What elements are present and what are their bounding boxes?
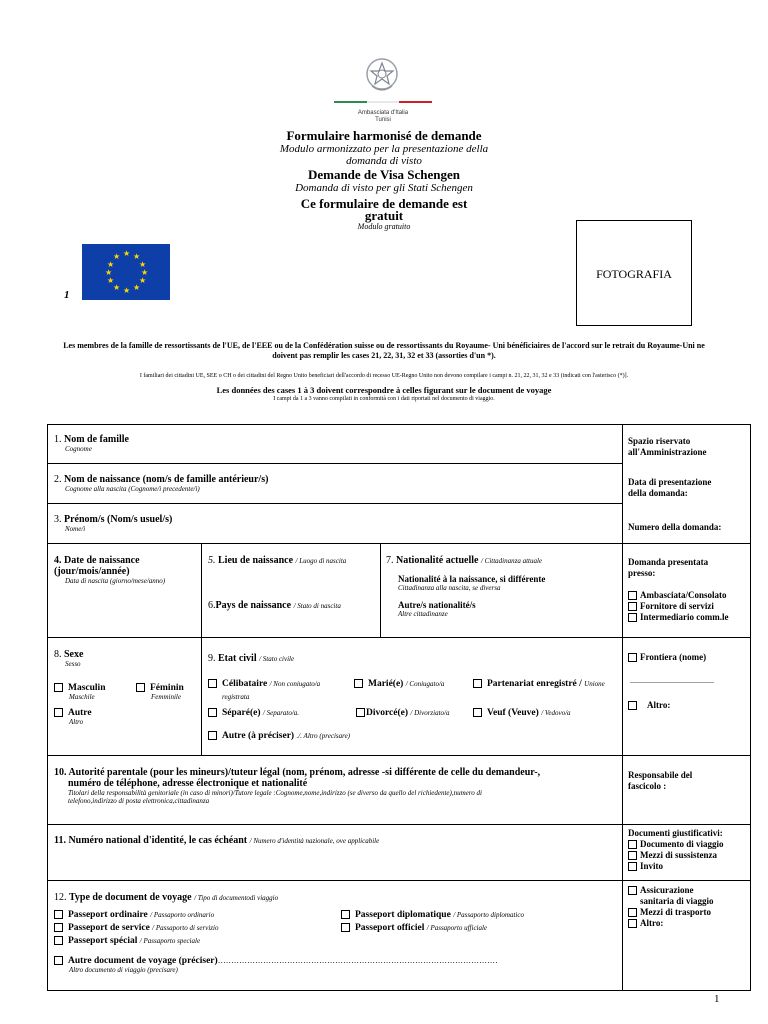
field-9-sub: / Stato civile: [259, 655, 295, 663]
admin-presented-2: presso:: [628, 568, 656, 578]
civil-single-checkbox[interactable]: [208, 679, 217, 688]
form-title-fr: Formulaire harmonisé de demande: [286, 128, 482, 143]
civil-widow-sub: / Vedovo/a: [541, 709, 571, 717]
field-6-num: 6.: [208, 600, 216, 611]
field-7-num: 7.: [386, 555, 394, 566]
admin-means-checkbox[interactable]: [628, 851, 637, 860]
civil-partner-option[interactable]: [473, 679, 605, 689]
notice-it: I familiari dei cittadini UE, SEE o CH o dei cittadini del Regno Unito beneficiari dell'accordo di recesso UE-Regno Unito non devono compilare i campi n. 21, 22, 31, 32 e 33 (indicati con l'asterisco (*)].: [139, 373, 629, 379]
civil-partner-sub2: registrata: [222, 693, 250, 701]
field-8-num: 8.: [54, 649, 62, 660]
doc-other-option[interactable]: [54, 956, 614, 974]
admin-docs-title: Documenti giustificativi:: [628, 828, 723, 838]
civil-widow-checkbox[interactable]: [473, 708, 482, 717]
field-10-label-1: 10. Autorité parentale (pour les mineurs)/tuteur légal (nom, prénom, adresse -si différente de celle du demandeur-,: [54, 767, 541, 778]
embassy-name: Ambasciata d'Italia: [357, 110, 409, 116]
sex-other-sub: Altro: [69, 718, 84, 726]
civil-other-checkbox[interactable]: [208, 731, 217, 740]
admin-provider-option[interactable]: [628, 601, 750, 612]
admin-date-2: della domanda:: [628, 488, 688, 498]
field-national-id[interactable]: [54, 835, 620, 846]
field-birth-name[interactable]: [54, 474, 614, 500]
civil-partner-checkbox[interactable]: [473, 679, 482, 688]
page-number: 1: [714, 993, 720, 1005]
sex-female-label: Féminin: [150, 683, 184, 693]
admin-insurance-label-2: sanitaria di viaggio: [640, 896, 714, 906]
admin-travel-doc-option[interactable]: [628, 839, 750, 850]
doc-diplomatic-checkbox[interactable]: [341, 910, 350, 919]
admin-date-1: Data di presentazione: [628, 477, 712, 487]
admin-invite-checkbox[interactable]: [628, 862, 637, 871]
sex-female-option[interactable]: [136, 683, 184, 701]
photo-label: FOTOGRAFIA: [596, 267, 672, 281]
admin-other2-label: Altro:: [640, 918, 664, 928]
civil-single-label: Célibataire: [222, 679, 268, 689]
field-3-num: 3.: [54, 514, 62, 525]
doc-official-sub: / Passaporto ufficiale: [426, 924, 488, 932]
admin-embassy-option[interactable]: [628, 590, 750, 601]
field-7-other-nat: Autre/s nationalité/s: [398, 600, 476, 610]
doc-ordinary-checkbox[interactable]: [54, 910, 63, 919]
doc-other-checkbox[interactable]: [54, 956, 63, 965]
civil-other-sub: ./. Altro (precisare): [296, 732, 351, 740]
admin-travel-doc-label: Documento di viaggio: [640, 839, 724, 849]
admin-means-label: Mezzi di sussistenza: [640, 850, 717, 860]
admin-border-label: Frontiera (nome): [640, 652, 707, 662]
doc-special-option[interactable]: [54, 936, 200, 946]
eu-flag: ★ ★ ★ ★ ★ ★ ★ ★ ★ ★ ★ ★: [82, 244, 170, 300]
civil-divorced-label: Divorcé(e): [366, 708, 409, 718]
field-8-sub: Sesso: [65, 660, 81, 668]
civil-partner-label: Partenariat enregistré /: [487, 679, 582, 689]
visa-title-it: Domanda di visto per gli Stati Schengen: [295, 182, 473, 194]
field-10-sub-2: telefono,indirizzo di posta elettronica,cittadinanza: [68, 797, 210, 805]
civil-single-option[interactable]: [208, 679, 320, 689]
admin-other-option[interactable]: [628, 700, 746, 710]
notice-it2: I campi da 1 a 3 vanno compilati in conformità con i dati riportati nel documento di viaggio.: [273, 396, 495, 402]
field-6-label: Pays de naissance: [215, 600, 292, 611]
sex-female-sub: Femminile: [151, 693, 181, 701]
field-6-sub: / Stato di nascita: [293, 602, 341, 610]
civil-separated-checkbox[interactable]: [208, 708, 217, 717]
civil-divorced-sub: / Divorziato/a: [410, 709, 450, 717]
field-3-sub: Nome/i: [65, 525, 86, 533]
sex-male-checkbox[interactable]: [54, 683, 63, 692]
field-8-label: Sexe: [64, 649, 84, 660]
field-7-label: Nationalité actuelle: [396, 555, 479, 566]
admin-embassy-checkbox[interactable]: [628, 591, 637, 600]
field-5-num: 5.: [208, 555, 216, 566]
admin-reserved-1: Spazio riservato: [628, 436, 691, 446]
doc-diplomatic-option[interactable]: [341, 910, 524, 920]
doc-ordinary-option[interactable]: [54, 910, 214, 920]
doc-service-option[interactable]: [54, 923, 218, 933]
civil-single-sub: / Non coniugato/a: [269, 680, 321, 688]
civil-separated-option[interactable]: [208, 708, 299, 718]
admin-other-checkbox[interactable]: [628, 701, 637, 710]
civil-other-label: Autre (à préciser): [222, 731, 295, 741]
civil-widow-label: Veuf (Veuve): [487, 708, 539, 718]
civil-married-label: Marié(e): [368, 679, 404, 689]
field-10-label-2: numéro de téléphone, adresse électronique et nationalité: [68, 778, 308, 789]
admin-insurance-checkbox[interactable]: [628, 886, 637, 895]
field-12-sub: / Tipo di documentodi viaggio: [194, 894, 279, 902]
field-11-sub: / Numero d'identità nazionale, ove applicabile: [249, 837, 380, 845]
civil-married-sub: / Coniugato/a: [405, 680, 445, 688]
admin-transport-option[interactable]: [628, 907, 750, 918]
civil-separated-label: Séparé(e): [222, 708, 261, 718]
free-title-it: Modulo gratuito: [357, 222, 411, 231]
field-7-other-nat-sub: Altre cittadinanze: [398, 610, 448, 618]
footnote-mark: 1: [64, 289, 70, 301]
civil-married-option[interactable]: [354, 679, 444, 689]
doc-special-label: Passeport spécial: [68, 936, 138, 946]
field-4-sub: Data di nascita (giorno/mese/anno): [65, 577, 166, 585]
admin-other2-option[interactable]: [628, 918, 750, 929]
sex-other-option[interactable]: [54, 708, 92, 726]
doc-official-label: Passeport officiel: [355, 923, 425, 933]
sex-other-label: Autre: [68, 708, 92, 718]
notice-fr2: Les données des cases 1 à 3 doivent correspondre à celles figurant sur le document de voyage: [216, 385, 552, 395]
admin-intermediary-option[interactable]: [628, 612, 750, 623]
field-civil-status: [208, 653, 294, 664]
field-nationality[interactable]: [386, 555, 620, 635]
field-travel-doc-type: [54, 892, 278, 903]
field-4-label-2: (jour/mois/année): [54, 566, 130, 577]
doc-other-dots: ……………………………………………………………………………………………: [217, 956, 498, 965]
field-1-label: Nom de famille: [64, 434, 129, 445]
admin-transport-checkbox[interactable]: [628, 908, 637, 917]
doc-diplomatic-sub: / Passaporto diplomatico: [453, 911, 524, 919]
admin-number: Numero della domanda:: [628, 522, 722, 532]
field-12-num: 12.: [54, 892, 67, 903]
field-12-label: Type de document de voyage: [69, 892, 192, 903]
admin-embassy-label: Ambasciata/Consolato: [640, 590, 727, 600]
italy-emblem: [364, 56, 400, 96]
civil-partner-sub: Unione: [584, 680, 605, 688]
admin-border-checkbox[interactable]: [628, 653, 637, 662]
civil-divorced-checkbox[interactable]: [356, 708, 365, 717]
field-4-label-1: 4. Date de naissance: [54, 555, 140, 566]
doc-special-checkbox[interactable]: [54, 936, 63, 945]
civil-divorced-option[interactable]: [356, 708, 450, 718]
admin-responsible-1: Responsabile del: [628, 770, 693, 780]
field-7-birth-nat: Nationalité à la naissance, si différente: [398, 574, 546, 584]
admin-provider-checkbox[interactable]: [628, 602, 637, 611]
admin-provider-label: Fornitore di servizi: [640, 601, 714, 611]
field-birth-country[interactable]: [208, 600, 378, 620]
doc-special-sub: / Passaporto speciale: [139, 937, 201, 945]
doc-service-label: Passeport de service: [68, 923, 150, 933]
sex-other-checkbox[interactable]: [54, 708, 63, 717]
admin-panel: [628, 436, 746, 458]
field-5-label: Lieu de naissance: [218, 555, 294, 566]
admin-insurance-label-1: Assicurazione: [640, 885, 694, 895]
civil-widow-option[interactable]: [473, 708, 571, 718]
admin-other2-checkbox[interactable]: [628, 919, 637, 928]
doc-other-sub: Altro documento di viaggio (precisare): [69, 966, 178, 974]
doc-ordinary-sub: / Passaporto ordinario: [150, 911, 215, 919]
field-2-sub: Cognome alla nascita (Cognome/i precedente/i): [65, 485, 200, 493]
field-1-num: 1.: [54, 434, 62, 445]
field-11-label: 11. Numéro national d'identité, le cas échéant: [54, 835, 248, 846]
field-1-sub: Cognome: [65, 445, 92, 453]
admin-presented-1: Domanda presentata: [628, 557, 709, 567]
free-title-fr-2: gratuit: [364, 208, 404, 223]
doc-official-checkbox[interactable]: [341, 923, 350, 932]
field-first-name[interactable]: [54, 514, 614, 540]
admin-insurance-option[interactable]: [628, 885, 750, 896]
field-family-name[interactable]: [54, 434, 614, 460]
field-birth-place[interactable]: [208, 555, 378, 575]
civil-married-checkbox[interactable]: [354, 679, 363, 688]
admin-border-dots: ..........................................: [630, 676, 714, 685]
doc-official-option[interactable]: [341, 923, 487, 933]
admin-invite-option[interactable]: [628, 861, 750, 872]
civil-separated-sub: / Separato/a.: [262, 709, 300, 717]
flag-stripe-white: [367, 101, 399, 103]
admin-intermediary-label: Intermediario comm.le: [640, 612, 729, 622]
field-2-label: Nom de naissance (nom/s de famille antérieur/s): [64, 474, 269, 485]
embassy-city: Tunisi: [375, 117, 391, 123]
field-9-num: 9.: [208, 653, 216, 664]
admin-other-label: Altro:: [647, 700, 671, 710]
doc-other-label: Autre document de voyage (préciser): [68, 956, 218, 966]
photo-box[interactable]: [576, 220, 692, 326]
form-title-it-2: domanda di visto: [346, 155, 422, 167]
admin-intermediary-checkbox[interactable]: [628, 613, 637, 622]
admin-reserved-2: all'Amministrazione: [628, 447, 707, 457]
notice-fr: Les membres de la famille de ressortissants de l'UE, de l'EEE ou de la Confédération suisse ou de ressortissants du Royaume- Uni bénéficiaires de l'accord sur le retrait du Royaume-Uni ne doivent pas remplir les cases 21, 22, 31, 32 et 33 (assorties d'un *).: [63, 341, 705, 360]
flag-stripe-green: [334, 101, 367, 103]
free-title-fr-1: Ce formulaire de demande est: [300, 196, 468, 211]
field-9-label: Etat civil: [218, 653, 257, 664]
form-title-it-1: Modulo armonizzato per la presentazione della: [279, 143, 489, 155]
sex-male-label: Masculin: [68, 683, 106, 693]
field-10-sub-1: Titolari della responsabilità genitoriale (in caso di minori)/Tutore legale :Cognome,nome,indirizzo (se diverso da quello del richiedente),numero di: [68, 789, 482, 797]
admin-border-option[interactable]: [628, 652, 746, 662]
admin-means-option[interactable]: [628, 850, 750, 861]
field-sex: [54, 649, 198, 753]
sex-male-sub: Maschile: [69, 693, 95, 701]
doc-diplomatic-label: Passeport diplomatique: [355, 910, 451, 920]
field-guardian[interactable]: [54, 767, 620, 805]
field-7-sub: / Cittadinanza attuale: [480, 557, 543, 565]
admin-responsible-2: fascicolo :: [628, 781, 667, 791]
visa-title-fr: Demande de Visa Schengen: [307, 167, 461, 182]
field-2-num: 2.: [54, 474, 62, 485]
field-3-label: Prénom/s (Nom/s usuel/s): [64, 514, 173, 525]
field-7-birth-nat-sub: Cittadinanza alla nascita, se diversa: [398, 584, 501, 592]
sex-female-checkbox[interactable]: [136, 683, 145, 692]
sex-male-option[interactable]: [54, 683, 105, 701]
flag-stripe-red: [399, 101, 432, 103]
admin-transport-label: Mezzi di trasporto: [640, 907, 711, 917]
field-birth-date[interactable]: [54, 555, 198, 633]
doc-ordinary-label: Passeport ordinaire: [68, 910, 148, 920]
admin-invite-label: Invito: [640, 861, 664, 871]
civil-other-option[interactable]: [208, 731, 350, 741]
admin-travel-doc-checkbox[interactable]: [628, 840, 637, 849]
doc-service-checkbox[interactable]: [54, 923, 63, 932]
field-5-sub: / Luogo di nascita: [295, 557, 347, 565]
doc-service-sub: / Passaporto di servizio: [152, 924, 219, 932]
